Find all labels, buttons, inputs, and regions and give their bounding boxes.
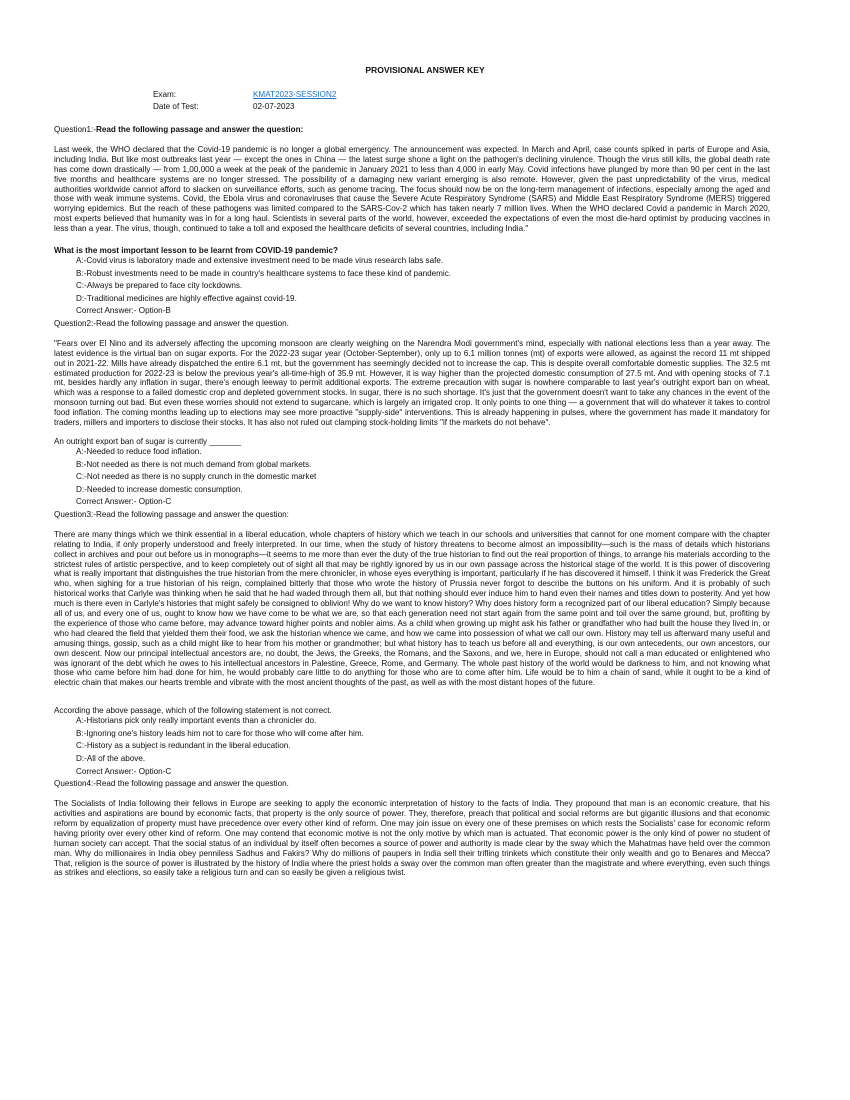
- question-3-instruction: Read the following passage and answer the question:: [96, 509, 289, 519]
- question-2-label: Question2:-: [54, 318, 97, 328]
- question-2-options: [54, 447, 770, 510]
- question-3-heading: [54, 510, 770, 520]
- exam-label: Exam:: [153, 90, 177, 99]
- question-4-passage: The Socialists of India following their fellows in Europe are seeking to apply the economic interpretation of history to the facts of India. They propound that man is an economic creature, that his activities and aspirations are bound by economic facts, that property is the only source of power. They, therefore, preach that political and social reforms are but gigantic illusions and that economic reform by equalization of property must have precedence over every other kind of reform. One may join issue on every one of these premises on which rests the Socialists' case for economic reform having priority over every other kind of reform. One may contend that economic motive is not the only motive by which man is actuated. That economic power is the only kind of power no student of human society can accept. That the social status of an individual by itself often becomes a source of power and authority is made clear by the sway which the Mahatmas have held over the common man. Why do millionaires in India obey penniless Sadhus and Fakirs? Why do millions of paupers in India sell their trifling trinkets which constitute their only wealth and go to Benares and Mecca? That, religion is the source of power is illustrated by the history of India where the priest holds a sway over the common man often greater than the magistrate and where everything, even such things as strikes and elections, so easily take a religious turn and can so easily be given a religious twist.: [54, 799, 770, 878]
- option-d: D:-Needed to increase domestic consumption.: [76, 484, 243, 494]
- option-b: B:-Robust investments need to be made in country's healthcare systems to face these kind of pandemic.: [76, 268, 452, 278]
- question-4-heading: [54, 779, 770, 789]
- question-3: [54, 510, 770, 779]
- question-4-instruction: Read the following passage and answer the question.: [96, 779, 289, 789]
- question-2-heading: [54, 319, 770, 329]
- option-b: B:-Not needed as there is not much demand from global markets.: [76, 459, 312, 469]
- question-4: [54, 779, 770, 878]
- option-c: C:-Always be prepared to face city lockdowns.: [76, 281, 243, 291]
- question-1-label: Question1:-: [54, 125, 97, 134]
- question-1-options: [54, 256, 770, 319]
- question-3-prompt: According the above passage, which of the following statement is not correct.: [54, 706, 332, 716]
- exam-link[interactable]: KMAT2023-SESSION2: [253, 90, 337, 99]
- questions-content: [54, 125, 770, 878]
- exam-meta: [153, 90, 336, 114]
- option-a: A:-Needed to reduce food inflation.: [76, 446, 202, 456]
- question-3-label: Question3:-: [54, 509, 97, 519]
- date-label: Date of Test:: [153, 102, 199, 111]
- correct-answer: Correct Answer:- Option-C: [76, 497, 172, 507]
- option-c: C:-Not needed as there is no supply crunch in the domestic market: [76, 472, 317, 482]
- date-row: [153, 102, 336, 114]
- question-1-prompt: What is the most important lesson to be learnt from COVID-19 pandemic?: [54, 246, 338, 256]
- correct-answer: Correct Answer:- Option-C: [76, 766, 172, 776]
- option-a: A:-Historians pick only really important events than a chronicler do.: [76, 716, 317, 726]
- question-2: [54, 319, 770, 510]
- exam-row: [153, 90, 336, 102]
- correct-answer: Correct Answer:- Option-B: [76, 306, 171, 316]
- page-title: PROVISIONAL ANSWER KEY: [365, 65, 485, 75]
- question-4-label: Question4:-: [54, 779, 97, 789]
- option-d: D:-Traditional medicines are highly effective against covid-19.: [76, 293, 297, 303]
- option-d: D:-All of the above.: [76, 753, 146, 763]
- question-1-heading: [54, 125, 770, 135]
- question-2-instruction: Read the following passage and answer the question.: [96, 318, 289, 328]
- option-c: C:-History as a subject is redundant in the liberal education.: [76, 741, 291, 751]
- question-2-passage: "Fears over El Nino and its adversely affecting the upcoming monsoon are clearly weighing on the Narendra Modi government's mind, especially with national elections less than a year away. The latest evidence is the virtual ban on sugar exports. For the 2022-23 sugar year (October-September), only up to 6.1 million tonnes (mt) of exports were allowed, as against the record 11 mt shipped out in 2021-22. Mills have already dispatched the entire 6.1 mt, but the government has seemingly decided not to increase the cap. This is despite overall comfortable domestic supplies. The 32.5 mt estimated production for 2022-23 is below the previous year's all-time-high of 35.9 mt. However, it is way higher than the projected domestic consumption of 27.5 mt. And with opening stocks of 7.1 mt, besides hardly any inflation in sugar, there's enough leeway to permit additional exports. The extreme precaution with sugar is nowhere comparable to last year's outright export ban on wheat, which was a response to a failed domestic crop and depleted government stocks. In sugar, there is no such shortage. It's just that the government doesn't want to take any chances in the event of the monsoon turning out bad. But even these worries should not extend to sugarcane, which is largely an irrigated crop. It only points to one thing — a government that will do whatever it takes to control food inflation. The coming months leading up to elections may see more proactive "supply-side" interventions. This is already happening in pulses, where the government has made it mandatory for traders, millers and importers to disclose their stocks. It has also not ruled out clamping stock-holding limits "if the markets do not behave".: [54, 338, 770, 428]
- question-1-passage: Last week, the WHO declared that the Covid-19 pandemic is no longer a global emergency. The announcement was expected. In March and April, case counts spiked in parts of Europe and Asia, including India. But like most outbreaks last year — except the ones in China — the latest surge shone a light on the pathogen's declining virulence. Though the virus still kills, the global death rate has come down drastically — from 1,00,000 a week at the peak of the pandemic in January 2021 to less than 4,000 in early May. Covid infections have plunged by more than 90 per cent in the last five months and healthcare systems are no longer stressed. The possibility of a damaging new variant emerging is also remote. However, given the past unpredictability of the virus, medical authorities worldwide cannot afford to slacken on surveillance efforts, such as genome tracing. The focus should now be on the long-term management of infections, especially among the aged and those with weak immune systems. Covid, the Ebola virus and coronaviruses that cause the Severe Acute Respiratory Syndrome (SARS) and Middle East Respiratory Syndrome (MERS) triggered worrying epidemics. But the reach of these pathogens was limited compared to the SARS-Cov-2 which has taken nearly 7 million lives. When the WHO declared Covid a pandemic in March 2020, most experts believed that humanity was in for a long haul. Scientists in several parts of the world, however, exceeded the expectations of even the most die-hard optimist by producing vaccines in less than a year. The virus, though, continued to take a toll and exposed the healthcare deficits of several countries, including India.": [54, 144, 770, 234]
- option-a: A:-Covid virus is laboratory made and extensive investment need to be made virus research labs safe.: [76, 255, 444, 265]
- question-1: [54, 125, 770, 319]
- option-b: B:-Ignoring one's history leads him not to care for those who will come after him.: [76, 728, 364, 738]
- question-2-prompt: An outright export ban of sugar is currently _______: [54, 437, 241, 446]
- question-3-options: [54, 716, 770, 779]
- date-value: 02-07-2023: [253, 102, 295, 111]
- question-1-instruction: Read the following passage and answer the question:: [96, 125, 304, 134]
- question-3-passage: There are many things which we think essential in a liberal education, whole chapters of history which we teach in our schools and universities that cannot for one moment compare with the chapter relating to India, if only properly understood and freely interpreted. In our time, when the study of history threatens to become almost an impossibility—such is the mass of details which historians collect in archives and pour out before us in monographs—it seems to me more than ever the duty of the true historian to find out the real proportion of things, to arrange his materials according to the strictest rules of artistic perspective, and to keep completely out of sight all that may be rightly ignored by us in our own passage across the historical stage of the world. It is this power of discovering what is really important that distinguishes the true historian from the mere chronicler, in whose eyes everything is important, particularly if he has discovered it himself. I think it was Frederick the Great who, when sighing for a true historian of his reign, complained bitterly that those who wrote the history of Prussia never forgot to describe the buttons on his uniform. And it is probably of such historical works that Carlyle was thinking when he said that he had waded through them all, but that nothing should ever induce him to hand even their names and titles down to posterity. And yet how much is there even in Carlyle's histories that might safely be consigned to oblivion! Why do we want to know history? Why does history form a recognized part of our liberal education? Simply because all of us, and every one of us, ought to know how we have come to be what we are, so that each generation need not start again from the same point and toil over the same ground, but, profiting by the experience of those who came before, may advance toward higher points and nobler aims. As a child when growing up might ask his father or grandfather who had built the house they lived in, or who had cleared the field that yielded them their food, we ask the historian whence we came, and how we came into possession of what we call our own. History may tell us afterward many useful and amusing things, gossip, such as a child might like to hear from his mother or grandmother; but what history has to teach us before all and everything, is our own antecedents, our own ancestors, our own descent. Now our principal intellectual ancestors are, no doubt, the Jews, the Greeks, the Romans, and the Saxons, and we, here in Europe, should not call a man educated or enlightened who was ignorant of the debt which he owes to his intellectual ancestors in Palestine, Greece, Rome, and Germany. The whole past history of the world would be darkness to him, and not knowing what those who came before him had done for him, he would probably care little to do anything for those who are to come after him. Life would be to him a chain of sand, while it ought to be a kind of electric chain that makes our hearts tremble and vibrate with the most ancient thoughts of the past, as well as with the most distant hopes of the future.: [54, 529, 770, 688]
